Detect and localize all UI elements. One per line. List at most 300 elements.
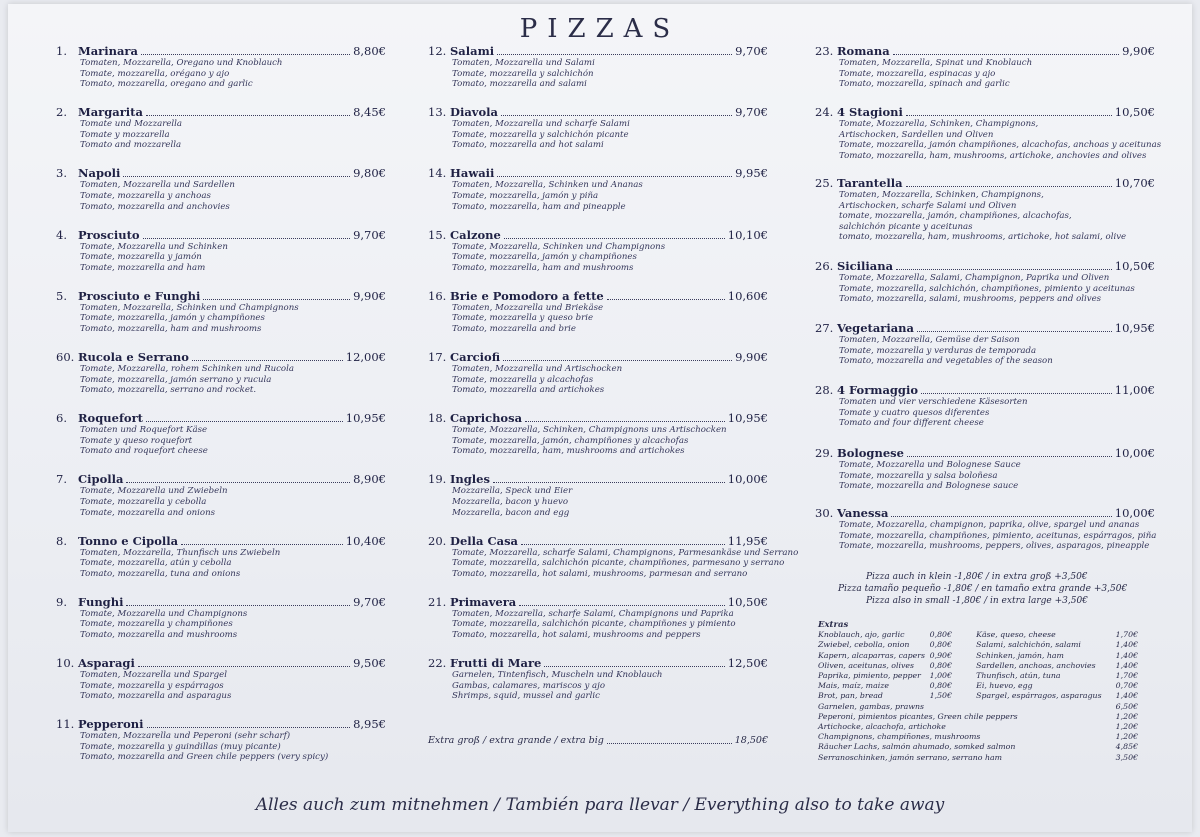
item-price: 9,95€ bbox=[735, 166, 768, 181]
item-description: Tomate, mozzarella, atún y cebolla bbox=[80, 558, 232, 569]
item-description: Tomate, mozzarella y salsa boloñesa bbox=[839, 470, 998, 481]
item-description: Gambas, calamares, mariscos y ajo bbox=[452, 680, 606, 691]
extra-name: Ei, huevo, egg bbox=[976, 681, 1033, 691]
item-description: Tomate, mozzarella, salchichón picante, champiñones y pimiento bbox=[452, 619, 736, 630]
item-price: 10,95€ bbox=[1114, 321, 1155, 335]
item-number: 3. bbox=[56, 166, 67, 181]
item-description: Tomato, mozzarella, ham, mushrooms and artichokes bbox=[452, 446, 685, 457]
item-description: Artischocken, Sardellen und Oliven bbox=[839, 129, 994, 140]
item-name: Caprichosa bbox=[450, 411, 523, 426]
item-description: Tomate, mozzarella, jamón serrano y rucula bbox=[80, 374, 272, 385]
item-description: Tomato and mozzarella bbox=[80, 140, 182, 151]
item-name: Siciliana bbox=[837, 259, 894, 273]
item-description: Tomaten und vier verschiedene Käsesorten bbox=[839, 397, 1028, 407]
item-price: 9,70€ bbox=[735, 105, 768, 120]
item-number: 9. bbox=[56, 594, 67, 609]
item-number: 21. bbox=[428, 594, 447, 609]
item-number: 27. bbox=[815, 321, 834, 335]
item-description: Tomate, Mozzarella, rohem Schinken und Rucola bbox=[80, 364, 294, 374]
leader-dots bbox=[907, 456, 1112, 457]
item-price: 9,90€ bbox=[353, 288, 386, 303]
item-name: Bolognese bbox=[837, 446, 904, 460]
menu-item bbox=[428, 656, 768, 702]
item-description: Tomate, mozzarella, jamón champiñones, alcachofas, anchoas y aceitunas bbox=[839, 140, 1162, 151]
extra-price: 6,50€ bbox=[1115, 701, 1138, 711]
item-description: Tomate, mozzarella, jamón y piña bbox=[452, 190, 599, 201]
item-name: Diavola bbox=[450, 105, 498, 120]
item-description: Tomate, mozzarella y salchichón picante bbox=[452, 129, 629, 140]
menu-item bbox=[815, 506, 1155, 552]
item-price: 10,95€ bbox=[727, 411, 768, 426]
extra-price: 1,20€ bbox=[1115, 722, 1138, 732]
item-name: Frutti di Mare bbox=[450, 656, 542, 670]
extra-price: 1,40€ bbox=[1115, 660, 1138, 670]
menu-item-header bbox=[815, 446, 1155, 460]
item-description: Tomaten, Mozzarella, Thunfisch uns Zwiebeln bbox=[80, 547, 281, 558]
item-number: 18. bbox=[428, 411, 447, 426]
item-description: Tomate, mozzarella, espinacas y ajo bbox=[839, 68, 996, 79]
item-description: Tomate, mozzarella, jamón y champiñones bbox=[80, 313, 265, 324]
item-price: 11,00€ bbox=[1114, 383, 1155, 397]
item-description: Shrimps, squid, mussel and garlic bbox=[452, 691, 600, 702]
menu-item-header bbox=[56, 166, 386, 180]
item-description: Tomaten, Mozzarella, Gemüse der Saison bbox=[839, 335, 1020, 345]
item-description: Tomaten, Mozzarella, Schinken und Champignons bbox=[80, 302, 299, 313]
item-name: Carciofi bbox=[450, 350, 501, 364]
leader-dots bbox=[896, 269, 1112, 270]
item-name: Cipolla bbox=[78, 472, 124, 487]
item-description: Tomate, Mozzarella, Schinken und Champignons bbox=[452, 241, 666, 252]
item-description: Tomate, Mozzarella und Bolognese Sauce bbox=[839, 460, 1021, 470]
item-price: 9,50€ bbox=[353, 656, 386, 670]
item-description: Tomato, mozzarella and anchovies bbox=[80, 201, 230, 212]
item-price: 9,70€ bbox=[353, 227, 386, 242]
item-description: Tomate, mozzarella and Bolognese sauce bbox=[839, 481, 1019, 492]
item-description: Tomaten, Mozzarella und Spargel bbox=[80, 670, 228, 680]
item-description: Tomaten, Mozzarella und Briekäse bbox=[452, 302, 604, 313]
extra-big-price: 18,50€ bbox=[734, 735, 768, 746]
item-description: Tomate, Mozzarella und Champignons bbox=[80, 608, 248, 619]
menu-item-header bbox=[815, 383, 1155, 397]
item-description: Tomate, mozzarella, champiñones, pimiento, aceitunas, espárragos, piña bbox=[839, 530, 1157, 541]
item-name: Primavera bbox=[450, 594, 517, 609]
item-description: Tomate, mozzarella and onions bbox=[80, 507, 216, 518]
leader-dots bbox=[525, 421, 725, 422]
item-description: Tomate, mozzarella y cebolla bbox=[80, 496, 207, 507]
leader-dots bbox=[521, 544, 725, 545]
item-description: Tomaten, Mozzarella und scharfe Salami bbox=[452, 119, 630, 130]
item-price: 10,00€ bbox=[1114, 446, 1155, 460]
item-description: Tomato, mozzarella, ham and mushrooms bbox=[80, 323, 262, 334]
item-price: 10,50€ bbox=[1114, 259, 1155, 273]
item-number: 6. bbox=[56, 411, 67, 426]
extra-price: 0,80€ bbox=[929, 681, 952, 691]
item-name: Salami bbox=[450, 44, 495, 58]
item-name: 4 Stagioni bbox=[837, 105, 903, 119]
extras-row bbox=[818, 640, 1138, 650]
extra-price: 1,20€ bbox=[1115, 711, 1138, 721]
menu-item-header bbox=[56, 472, 386, 486]
leader-dots bbox=[123, 176, 350, 177]
item-name: Margarita bbox=[78, 105, 143, 120]
item-description: Tomate, mozzarella, jamón, champiñones y alcachofas bbox=[452, 435, 689, 446]
extras-row bbox=[818, 722, 1138, 732]
menu-item bbox=[56, 656, 386, 702]
item-name: 4 Formaggio bbox=[837, 383, 919, 397]
leader-dots bbox=[138, 666, 350, 667]
leader-dots bbox=[921, 393, 1112, 394]
item-name: Pepperoni bbox=[78, 717, 144, 732]
menu-item-header bbox=[428, 166, 768, 180]
extra-price: 0,90€ bbox=[929, 650, 952, 660]
leader-dots bbox=[906, 186, 1112, 187]
menu-item-header bbox=[56, 595, 386, 609]
item-number: 17. bbox=[428, 350, 447, 364]
extras-row bbox=[818, 702, 1138, 712]
item-number: 22. bbox=[428, 656, 447, 670]
item-description: Tomaten, Mozzarella und Sardellen bbox=[80, 180, 235, 191]
item-price: 9,70€ bbox=[735, 44, 768, 58]
extra-name: Peperoni, pimientos picantes, Green chile peppers bbox=[818, 711, 1018, 721]
extras-row bbox=[818, 742, 1138, 752]
size-note: Pizza tamaño pequeño -1,80€ / en tamaño extra grande +3,50€ bbox=[838, 584, 1128, 594]
leader-dots bbox=[893, 54, 1119, 55]
item-price: 10,50€ bbox=[727, 594, 768, 609]
leader-dots bbox=[126, 605, 350, 606]
item-description: Tomato, mozzarella and vegetables of the season bbox=[839, 356, 1053, 367]
item-price: 9,80€ bbox=[353, 166, 386, 181]
extra-name: Brot, pan, bread bbox=[818, 691, 883, 701]
extras-pairs bbox=[818, 630, 1138, 701]
extras-row bbox=[818, 691, 1138, 701]
menu-item-header bbox=[428, 534, 768, 548]
extra-price: 0,80€ bbox=[929, 640, 952, 650]
item-number: 5. bbox=[56, 288, 67, 303]
item-number: 2. bbox=[56, 105, 67, 120]
menu-item-header bbox=[815, 105, 1155, 119]
item-number: 19. bbox=[428, 472, 447, 487]
extra-name: Knoblauch, ajo, garlic bbox=[818, 630, 905, 640]
item-number: 14. bbox=[428, 166, 447, 181]
menu-item bbox=[56, 289, 386, 335]
item-description: Tomate, Mozzarella, scharfe Salami, Champignons, Parmesankäse und Serrano bbox=[452, 547, 799, 558]
extras-row bbox=[818, 681, 1138, 691]
menu-item bbox=[56, 534, 386, 580]
extras-title: Extras bbox=[818, 620, 849, 630]
item-description: Tomato, mozzarella, hot salami, mushrooms and peppers bbox=[452, 629, 701, 640]
item-description: Tomate, mozzarella and ham bbox=[80, 262, 206, 273]
item-name: Romana bbox=[837, 44, 890, 58]
leader-dots bbox=[917, 331, 1112, 332]
leader-dots bbox=[192, 360, 343, 361]
item-number: 13. bbox=[428, 105, 447, 120]
extras-row bbox=[818, 661, 1138, 671]
item-price: 9,90€ bbox=[735, 350, 768, 364]
extra-price: 1,40€ bbox=[1115, 640, 1138, 650]
item-description: Tomate, mozzarella y espárragos bbox=[80, 680, 224, 691]
takeaway-footer: Alles auch zum mitnehmen / También para llevar / Everything also to take away bbox=[255, 795, 945, 815]
menu-item bbox=[428, 105, 768, 151]
item-description: Tomaten, Mozzarella, Spinat und Knoblauch bbox=[839, 58, 1033, 68]
item-description: Tomate und Mozzarella bbox=[80, 119, 183, 130]
menu-item bbox=[56, 44, 386, 90]
item-number: 7. bbox=[56, 472, 67, 487]
extras-row bbox=[818, 651, 1138, 661]
item-description: Tomato, mozzarella and Green chile peppers (very spicy) bbox=[80, 752, 329, 763]
leader-dots bbox=[503, 360, 732, 361]
extra-name: Räucher Lachs, salmón ahumado, somked salmon bbox=[818, 742, 1016, 752]
item-description: Tomate y cuatro quesos diferentes bbox=[839, 407, 990, 418]
menu-item-header bbox=[815, 506, 1155, 520]
menu-item bbox=[56, 105, 386, 151]
extras-list bbox=[818, 620, 1138, 763]
leader-dots bbox=[501, 115, 732, 116]
item-description: Tomato, mozzarella and artichokes bbox=[452, 385, 605, 396]
leader-dots bbox=[203, 299, 350, 300]
item-description: Mozzarella, bacon and egg bbox=[452, 507, 570, 518]
extra-price: 0,70€ bbox=[1115, 681, 1138, 691]
item-number: 24. bbox=[815, 105, 834, 119]
item-name: Prosciuto e Funghi bbox=[78, 288, 201, 303]
menu-item bbox=[428, 44, 768, 90]
menu-item bbox=[56, 166, 386, 212]
menu-item bbox=[428, 350, 768, 396]
item-description: Tomate, mozzarella y verduras de temporada bbox=[839, 345, 1037, 356]
item-number: 30. bbox=[815, 506, 834, 520]
menu-item-header bbox=[428, 350, 768, 364]
extra-price: 1,20€ bbox=[1115, 732, 1138, 742]
item-description: salchichón picante y aceitunas bbox=[839, 221, 973, 232]
extra-price: 3,50€ bbox=[1115, 752, 1138, 762]
leader-dots bbox=[126, 482, 350, 483]
item-name: Funghi bbox=[78, 594, 124, 609]
item-number: 29. bbox=[815, 446, 834, 460]
leader-dots bbox=[181, 544, 343, 545]
menu-item bbox=[428, 289, 768, 335]
item-description: Tomaten, Mozzarella, scharfe Salami, Champignons und Paprika bbox=[452, 608, 734, 619]
item-description: Tomate, mozzarella y champiñones bbox=[80, 619, 233, 630]
menu-item-header bbox=[56, 289, 386, 303]
item-name: Tarantella bbox=[837, 176, 903, 190]
item-description: Tomate, Mozzarella, Schinken, Champignons, bbox=[839, 119, 1039, 129]
item-name: Ingles bbox=[450, 472, 490, 487]
leader-dots bbox=[504, 238, 725, 239]
extra-name: Champignons, champiñones, mushrooms bbox=[818, 732, 981, 742]
item-price: 12,00€ bbox=[345, 350, 386, 364]
extra-name: Thunfisch, atún, tuna bbox=[976, 671, 1061, 681]
item-description: Tomato, mozzarella, salami, mushrooms, peppers and olives bbox=[839, 294, 1102, 305]
leader-dots bbox=[146, 421, 343, 422]
menu-item-header bbox=[428, 472, 768, 486]
item-description: tomato, mozzarella, ham, mushrooms, artichoke, hot salami, olive bbox=[839, 232, 1127, 243]
menu-item-header bbox=[56, 717, 386, 731]
item-description: Tomate y mozzarella bbox=[80, 129, 170, 140]
item-price: 9,70€ bbox=[353, 594, 386, 609]
item-name: Calzone bbox=[450, 227, 501, 242]
menu-item-header bbox=[815, 259, 1155, 273]
leader-dots bbox=[141, 54, 350, 55]
item-number: 26. bbox=[815, 259, 834, 273]
menu-item bbox=[815, 105, 1162, 161]
extra-price: 0,80€ bbox=[929, 660, 952, 670]
menu-item bbox=[428, 166, 768, 212]
item-number: 20. bbox=[428, 533, 447, 548]
item-name: Vegetariana bbox=[837, 321, 914, 335]
menu-item-header bbox=[56, 411, 386, 425]
item-description: Tomato, mozzarella, oregano and garlic bbox=[80, 79, 253, 90]
item-number: 16. bbox=[428, 288, 447, 303]
item-price: 10,60€ bbox=[727, 288, 768, 303]
menu-item-header bbox=[815, 176, 1155, 190]
item-description: Tomaten, Mozzarella, Schinken, Champignons, bbox=[839, 190, 1044, 200]
leader-dots bbox=[497, 54, 732, 55]
menu-item-header bbox=[428, 44, 768, 58]
extra-price: 1,40€ bbox=[1115, 650, 1138, 660]
extra-name: Paprika, pimiento, pepper bbox=[818, 671, 921, 681]
extra-name: Kapern, alcaparras, capers bbox=[818, 650, 925, 660]
extra-name: Artichocke, alcachofa, artichoke bbox=[818, 722, 946, 732]
menu-item bbox=[815, 446, 1155, 492]
size-note: Pizza also in small -1,80€ / in extra large +3,50€ bbox=[866, 596, 1088, 606]
item-description: Tomate, mozzarella, mushrooms, peppers, olives, asparagos, pineapple bbox=[839, 541, 1150, 552]
item-description: Tomate, mozzarella, orégano y ajo bbox=[80, 68, 230, 79]
extra-name: Zwiebel, cebolla, onion bbox=[818, 640, 910, 650]
item-description: tomate, mozzarella, jamón, champiñones, alcachofas, bbox=[839, 211, 1072, 222]
menu-item-header bbox=[56, 228, 386, 242]
item-number: 28. bbox=[815, 383, 834, 397]
leader-dots bbox=[493, 482, 725, 483]
menu-item bbox=[428, 228, 768, 274]
menu-item-header bbox=[428, 105, 768, 119]
item-description: Mozzarella, bacon y huevo bbox=[452, 496, 569, 507]
extra-big-line bbox=[428, 735, 768, 746]
item-description: Tomate, mozzarella y salchichón bbox=[452, 68, 594, 79]
menu-item bbox=[428, 472, 768, 518]
extra-big-label: Extra groß / extra grande / extra big bbox=[428, 735, 604, 746]
extra-price: 1,00€ bbox=[929, 671, 952, 681]
menu-item bbox=[428, 411, 768, 457]
extra-price: 1,50€ bbox=[929, 691, 952, 701]
item-description: Tomate, mozzarella, jamón y champiñones bbox=[452, 252, 637, 263]
item-price: 9,90€ bbox=[1122, 44, 1155, 58]
item-description: Tomato, mozzarella, ham, mushrooms, artichoke, anchovies and olives bbox=[839, 150, 1147, 161]
item-description: Tomate, mozzarella y jamón bbox=[80, 252, 202, 263]
leader-dots bbox=[519, 605, 725, 606]
item-number: 11. bbox=[56, 717, 75, 732]
extra-name: Mais, maíz, maize bbox=[818, 681, 889, 691]
extra-price: 1,70€ bbox=[1115, 630, 1138, 640]
item-number: 15. bbox=[428, 227, 447, 242]
extra-name: Sardellen, anchoas, anchovies bbox=[976, 660, 1096, 670]
item-description: Tomato, mozzarella, ham and pineapple bbox=[452, 201, 626, 212]
item-number: 1. bbox=[56, 44, 67, 58]
leader-dots bbox=[146, 115, 350, 116]
item-name: Rucola e Serrano bbox=[78, 350, 189, 364]
item-price: 10,00€ bbox=[727, 472, 768, 487]
extra-name: Oliven, aceitunas, olives bbox=[818, 660, 914, 670]
item-description: Tomate, mozzarella y guindillas (muy picante) bbox=[80, 741, 281, 752]
item-description: Tomato, mozzarella and salami bbox=[452, 79, 587, 90]
menu-item-header bbox=[815, 321, 1155, 335]
item-description: Tomaten und Roquefort Käse bbox=[80, 425, 208, 436]
item-description: Tomate, Mozzarella, Schinken, Champignons uns Artischocken bbox=[452, 425, 727, 436]
item-number: 60. bbox=[56, 350, 75, 364]
item-description: Tomato, mozzarella, spinach and garlic bbox=[839, 79, 1010, 90]
extras-row bbox=[818, 732, 1138, 742]
item-description: Tomato, mozzarella and mushrooms bbox=[80, 629, 238, 640]
item-description: Tomate, mozzarella y anchoas bbox=[80, 190, 211, 201]
item-name: Brie e Pomodoro a fette bbox=[450, 288, 604, 303]
item-description: Tomate, Mozzarella, Salami, Champignon, Paprika und Oliven bbox=[839, 273, 1110, 283]
menu-item-header bbox=[428, 289, 768, 303]
item-description: Mozzarella, Speck und Eier bbox=[452, 486, 573, 497]
item-price: 10,70€ bbox=[1114, 176, 1155, 190]
extra-name: Garnelen, gambas, prawns bbox=[818, 701, 925, 711]
item-description: Tomato, mozzarella and brie bbox=[452, 323, 576, 334]
item-name: Vanessa bbox=[837, 506, 889, 520]
menu-item bbox=[815, 383, 1155, 429]
item-number: 10. bbox=[56, 656, 75, 670]
menu-item bbox=[815, 259, 1155, 305]
extra-price: 0,80€ bbox=[929, 630, 952, 640]
item-description: Tomate y queso roquefort bbox=[80, 435, 193, 446]
item-price: 10,95€ bbox=[345, 411, 386, 426]
menu-item-header bbox=[428, 411, 768, 425]
menu-item bbox=[815, 44, 1155, 90]
item-description: Tomato and four different cheese bbox=[839, 418, 984, 429]
menu-item-header bbox=[56, 656, 386, 670]
item-description: Tomaten, Mozzarella, Schinken und Ananas bbox=[452, 180, 643, 191]
menu-item bbox=[56, 472, 386, 518]
item-price: 8,90€ bbox=[353, 472, 386, 487]
item-description: Tomaten, Mozzarella, Oregano und Knoblauch bbox=[80, 58, 283, 68]
item-price: 8,80€ bbox=[353, 44, 386, 58]
extra-name: Spargel, espárragos, asparagus bbox=[976, 691, 1102, 701]
menu-item bbox=[428, 595, 768, 641]
item-name: Asparagi bbox=[78, 656, 135, 670]
item-description: Tomaten, Mozzarella und Peperoni (sehr scharf) bbox=[80, 731, 291, 742]
item-price: 11,95€ bbox=[727, 533, 768, 548]
item-description: Garnelen, Tintenfisch, Muscheln und Knoblauch bbox=[452, 670, 663, 680]
item-description: Tomato and roquefort cheese bbox=[80, 446, 208, 457]
menu-item bbox=[56, 411, 386, 457]
item-price: 8,95€ bbox=[353, 717, 386, 732]
item-price: 12,50€ bbox=[727, 656, 768, 670]
item-price: 10,10€ bbox=[727, 227, 768, 242]
item-description: Tomate, mozzarella y queso brie bbox=[452, 313, 594, 324]
item-price: 10,40€ bbox=[345, 533, 386, 548]
item-name: Marinara bbox=[78, 44, 138, 58]
item-price: 10,50€ bbox=[1114, 105, 1155, 119]
extras-row bbox=[818, 712, 1138, 722]
extra-name: Schinken, jamón, ham bbox=[976, 650, 1064, 660]
item-price: 8,45€ bbox=[353, 105, 386, 120]
menu-item bbox=[815, 321, 1155, 367]
extras-row bbox=[818, 630, 1138, 640]
extras-singles bbox=[818, 702, 1138, 763]
menu-item bbox=[56, 228, 386, 274]
menu-title: PIZZAS bbox=[519, 14, 681, 44]
leader-dots bbox=[143, 238, 350, 239]
item-description: Tomato, mozzarella and asparagus bbox=[80, 691, 232, 702]
item-name: Roquefort bbox=[78, 411, 143, 426]
extra-name: Serranoschinken, jamón serrano, serrano ham bbox=[818, 752, 1003, 762]
leader-dots bbox=[147, 727, 351, 728]
item-number: 12. bbox=[428, 44, 447, 58]
leader-dots bbox=[607, 299, 725, 300]
size-note: Pizza auch in klein -1,80€ / in extra groß +3,50€ bbox=[866, 572, 1088, 582]
item-number: 25. bbox=[815, 176, 834, 190]
